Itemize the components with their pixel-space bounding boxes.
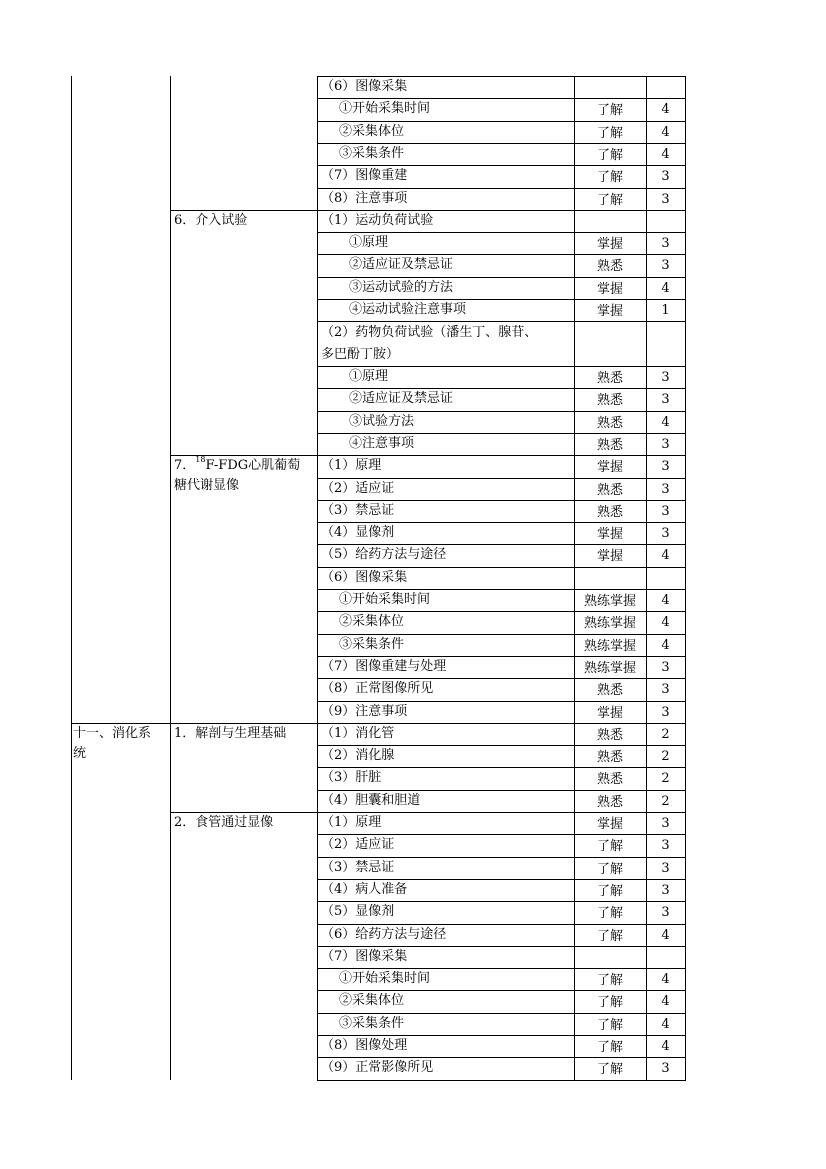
- hours-value: 3: [661, 481, 670, 497]
- item-text: （5）显像剂: [321, 904, 395, 920]
- row-border: [317, 1013, 686, 1014]
- item-text: （2）适应证: [321, 480, 395, 496]
- hours-value: 3: [661, 682, 670, 698]
- item-text: （7）图像重建与处理: [321, 658, 447, 674]
- level-text: 掌握: [596, 237, 623, 253]
- level-text: 了解: [596, 170, 623, 186]
- level-text: 掌握: [596, 527, 623, 543]
- row-border: [317, 433, 686, 434]
- level-text: 掌握: [596, 549, 623, 565]
- row-border: [317, 946, 686, 947]
- topic-label-prefix: 7．: [174, 458, 196, 474]
- level-text: 熟悉: [596, 482, 623, 498]
- row-border: [317, 745, 686, 746]
- row-border: [317, 990, 686, 991]
- hours-value: 4: [661, 994, 670, 1010]
- row-border: [317, 1035, 686, 1036]
- item-text: （6）图像采集: [321, 569, 408, 585]
- hours-value: 3: [661, 503, 670, 519]
- row-border: [317, 589, 686, 590]
- hours-value: 2: [661, 771, 670, 787]
- hours-value: 3: [661, 436, 670, 452]
- item-text: ②采集体位: [339, 614, 405, 630]
- row-border: [317, 544, 686, 545]
- hours-value: 2: [661, 726, 670, 742]
- level-text: 熟练掌握: [583, 638, 636, 654]
- row-border: [317, 232, 686, 233]
- level-text: 了解: [596, 1040, 623, 1055]
- row-border: [317, 723, 686, 724]
- column-border: [685, 76, 686, 1080]
- topic-label: 1．解剖与生理基础: [174, 725, 287, 741]
- level-text: 熟悉: [596, 393, 623, 409]
- item-text: ②适应证及禁忌证: [349, 257, 454, 273]
- item-text: （4）病人准备: [321, 881, 408, 897]
- hours-value: 4: [661, 1039, 670, 1054]
- row-border: [317, 834, 686, 835]
- hours-value: 3: [661, 236, 670, 252]
- level-text: 熟悉: [596, 772, 623, 788]
- hours-value: 3: [661, 392, 670, 408]
- level-text: 了解: [596, 928, 623, 944]
- row-border: [317, 634, 686, 635]
- row-border: [317, 121, 686, 122]
- level-text: 熟悉: [596, 683, 623, 699]
- hours-value: 4: [661, 102, 670, 118]
- row-border: [317, 924, 686, 925]
- level-text: 了解: [596, 1017, 623, 1033]
- item-text: （2）药物负荷试验（潘生丁、腺苷、 多巴酚丁胺）: [321, 325, 538, 363]
- item-text: ③采集条件: [339, 1015, 405, 1031]
- row-border: [317, 500, 686, 501]
- row-border: [317, 277, 686, 278]
- hours-value: 4: [661, 637, 670, 653]
- hours-value: 3: [661, 191, 670, 207]
- row-border: [317, 812, 686, 813]
- hours-value: 2: [661, 793, 670, 809]
- level-text: 熟悉: [596, 371, 623, 386]
- item-text: （1）消化管: [321, 725, 395, 741]
- hours-value: 3: [661, 838, 670, 854]
- row-border: [317, 879, 686, 880]
- level-text: 了解: [596, 192, 623, 208]
- level-text: 掌握: [596, 304, 623, 319]
- hours-value: 3: [661, 882, 670, 898]
- hours-value: 3: [661, 704, 670, 720]
- level-text: 了解: [596, 906, 623, 922]
- row-border: [317, 76, 686, 77]
- topic-label: 6．介入试验: [174, 212, 248, 228]
- row-border: [317, 968, 686, 969]
- topic-label: 2．食管通过显像: [174, 815, 274, 830]
- hours-value: 4: [661, 927, 670, 943]
- item-text: （2）消化腺: [321, 748, 395, 764]
- item-text: （7）图像采集: [321, 948, 408, 964]
- level-text: 掌握: [596, 817, 623, 832]
- hours-value: 3: [661, 459, 670, 475]
- row-border: [317, 901, 686, 902]
- item-text: ④运动试验注意事项: [349, 302, 467, 317]
- item-text: ①原理: [349, 235, 389, 251]
- level-text: 掌握: [596, 705, 623, 721]
- item-text: ④注意事项: [349, 435, 415, 451]
- row-border: [317, 656, 686, 657]
- item-text: （6）图像采集: [321, 79, 408, 94]
- item-text: （4）胆囊和胆道: [321, 792, 421, 808]
- row-border: [317, 701, 686, 702]
- column-border: [71, 76, 72, 1080]
- row-border: [317, 611, 686, 612]
- item-text: ③采集条件: [339, 145, 405, 161]
- hours-value: 4: [661, 124, 670, 140]
- row-border: [317, 388, 686, 389]
- superscript-mass-number: 18: [195, 455, 206, 465]
- topic-label: [174, 456, 315, 496]
- level-text: 熟悉: [596, 727, 623, 743]
- hours-value: 4: [661, 593, 670, 608]
- item-text: ①原理: [349, 369, 389, 384]
- hours-value: 3: [661, 1061, 670, 1077]
- item-text: （4）显像剂: [321, 525, 395, 541]
- item-text: （1）原理: [321, 458, 382, 474]
- level-text: 了解: [596, 995, 623, 1011]
- hours-value: 2: [661, 749, 670, 765]
- level-text: 掌握: [596, 281, 623, 297]
- item-text: （1）运动负荷试验: [321, 212, 434, 228]
- item-text: （9）注意事项: [321, 703, 408, 719]
- level-text: 了解: [596, 147, 623, 163]
- level-text: 熟悉: [596, 259, 623, 275]
- item-text: ②采集体位: [339, 123, 405, 139]
- row-border: [317, 1080, 686, 1081]
- level-text: 熟悉: [596, 437, 623, 453]
- row-border: [317, 1057, 686, 1058]
- hours-value: 4: [661, 280, 670, 296]
- level-text: 熟练掌握: [583, 660, 636, 676]
- item-text: （3）禁忌证: [321, 859, 395, 875]
- item-text: ③运动试验的方法: [349, 279, 454, 295]
- item-text: （7）图像重建: [321, 168, 408, 184]
- item-text: ①开始采集时间: [339, 101, 431, 117]
- item-text: ①开始采集时间: [339, 592, 431, 607]
- level-text: 了解: [596, 125, 623, 141]
- item-text: （3）禁忌证: [321, 502, 395, 518]
- level-text: 了解: [596, 839, 623, 855]
- level-text: 了解: [596, 103, 623, 119]
- item-text: （9）正常影像所见: [321, 1060, 434, 1076]
- row-border: [317, 567, 686, 568]
- hours-value: 3: [661, 526, 670, 542]
- level-text: 了解: [596, 883, 623, 899]
- row-border: [317, 790, 686, 791]
- row-border: [317, 522, 686, 523]
- item-text: ③试验方法: [349, 413, 415, 429]
- item-text: ①开始采集时间: [339, 971, 431, 987]
- hours-value: 4: [661, 1016, 670, 1032]
- item-text: （6）给药方法与途径: [321, 926, 447, 942]
- row-border: [317, 299, 686, 300]
- level-text: 熟悉: [596, 415, 623, 431]
- row-border: [317, 857, 686, 858]
- level-text: 熟悉: [596, 794, 623, 810]
- row-border: [317, 188, 686, 189]
- level-text: 了解: [596, 1062, 623, 1078]
- item-text: （2）适应证: [321, 837, 395, 853]
- hours-value: 4: [661, 615, 670, 631]
- level-text: 了解: [596, 973, 623, 989]
- item-text: ②适应证及禁忌证: [349, 391, 454, 407]
- row-border: [317, 165, 686, 166]
- row-border: [317, 98, 686, 99]
- item-text: （1）原理: [321, 815, 382, 830]
- item-text: ③采集条件: [339, 636, 405, 652]
- topic-label-rest: F-FDG心肌葡萄 糖代谢显像: [174, 458, 301, 494]
- column-border: [317, 76, 318, 1080]
- hours-value: 3: [661, 816, 670, 831]
- hours-value: 4: [661, 414, 670, 430]
- hours-value: 3: [661, 258, 670, 274]
- hours-value: 4: [661, 972, 670, 988]
- item-text: （8）正常图像所见: [321, 681, 434, 697]
- item-text: （3）肝脏: [321, 770, 382, 786]
- item-text: ②采集体位: [339, 993, 405, 1009]
- unit-label: 十一、消化系 统: [73, 725, 152, 761]
- item-text: （5）给药方法与途径: [321, 547, 447, 563]
- hours-value: 3: [661, 905, 670, 921]
- row-border: [317, 210, 686, 211]
- hours-value: 3: [661, 169, 670, 185]
- level-text: 熟悉: [596, 504, 623, 520]
- hours-value: 3: [661, 370, 670, 385]
- hours-value: 4: [661, 146, 670, 162]
- row-border: [317, 478, 686, 479]
- column-border: [170, 76, 171, 1080]
- hours-value: 3: [661, 659, 670, 675]
- hours-value: 4: [661, 548, 670, 564]
- level-text: 熟练掌握: [583, 616, 636, 632]
- level-text: 熟悉: [596, 750, 623, 766]
- row-border: [317, 254, 686, 255]
- item-text: （8）注意事项: [321, 190, 408, 206]
- hours-value: 1: [661, 303, 670, 318]
- row-border: [317, 411, 686, 412]
- row-border: [317, 767, 686, 768]
- item-text: （8）图像处理: [321, 1038, 408, 1053]
- level-text: 了解: [596, 861, 623, 877]
- row-border: [317, 143, 686, 144]
- row-border: [317, 678, 686, 679]
- level-text: 掌握: [596, 460, 623, 476]
- hours-value: 3: [661, 860, 670, 876]
- row-border: [317, 455, 686, 456]
- level-text: 熟练掌握: [583, 594, 636, 609]
